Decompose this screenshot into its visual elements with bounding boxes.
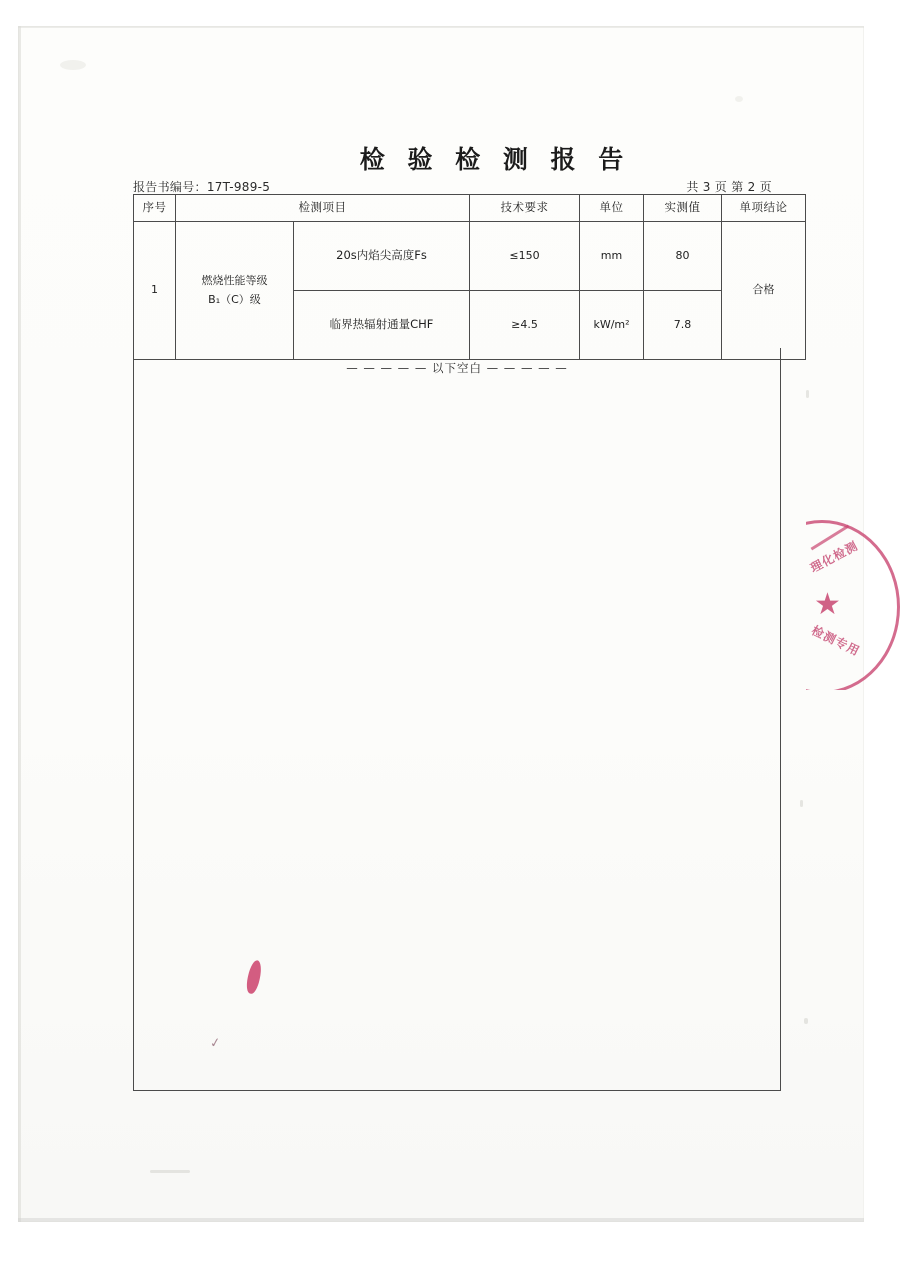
page-indicator: 共 3 页 第 2 页 [686, 180, 772, 194]
cell-unit: mm [580, 222, 644, 291]
test-results-table [133, 194, 806, 360]
column-header-conclusion: 单项结论 [722, 195, 806, 222]
cell-unit: kW/m² [580, 291, 644, 360]
cell-no: 1 [134, 222, 176, 360]
star-icon: ★ [814, 588, 841, 621]
table-row [134, 222, 806, 291]
seal-text-bottom: 检测专用 [809, 623, 863, 659]
cell-requirement: ≥4.5 [470, 291, 580, 360]
page-edge-bottom [18, 1218, 864, 1222]
official-seal-stamp [806, 520, 900, 690]
table-header-row [134, 195, 806, 222]
page-title: 检 验 检 测 报 告 [359, 145, 631, 174]
item-name-line2: B₁（C）级 [208, 292, 261, 306]
cell-requirement: ≤150 [470, 222, 580, 291]
scan-speck [800, 800, 803, 807]
column-header-requirement: 技术要求 [470, 195, 580, 222]
report-number-value: 17T-989-5 [206, 180, 271, 194]
report-number-label: 报告书编号： [133, 180, 207, 194]
red-ink-tick: ✓ [209, 1035, 222, 1052]
cell-item-name [176, 222, 294, 360]
cell-test-item: 20s内焰尖高度Fs [294, 222, 470, 291]
cell-measured: 80 [644, 222, 722, 291]
page-edge-top [18, 26, 864, 28]
report-number [133, 178, 270, 195]
item-name-line1: 燃烧性能等级 [201, 273, 268, 287]
cell-measured: 7.8 [644, 291, 722, 360]
column-header-no: 序号 [134, 195, 176, 222]
blank-area-note: — — — — — 以下空白 — — — — — [346, 361, 568, 375]
scan-smudge [735, 96, 743, 102]
seal-text-top: 理化检测 [807, 538, 861, 576]
scan-speck [806, 390, 809, 398]
cell-test-item: 临界热辐射通量CHF [294, 291, 470, 360]
cell-conclusion: 合格 [722, 222, 806, 360]
page-edge-left [18, 26, 21, 1222]
scan-speck [150, 1170, 190, 1173]
scan-speck [804, 1018, 808, 1024]
column-header-item: 检测项目 [176, 195, 470, 222]
scan-smudge [60, 60, 86, 70]
column-header-measured: 实测值 [644, 195, 722, 222]
blank-body-area [133, 348, 781, 1091]
column-header-unit: 单位 [580, 195, 644, 222]
